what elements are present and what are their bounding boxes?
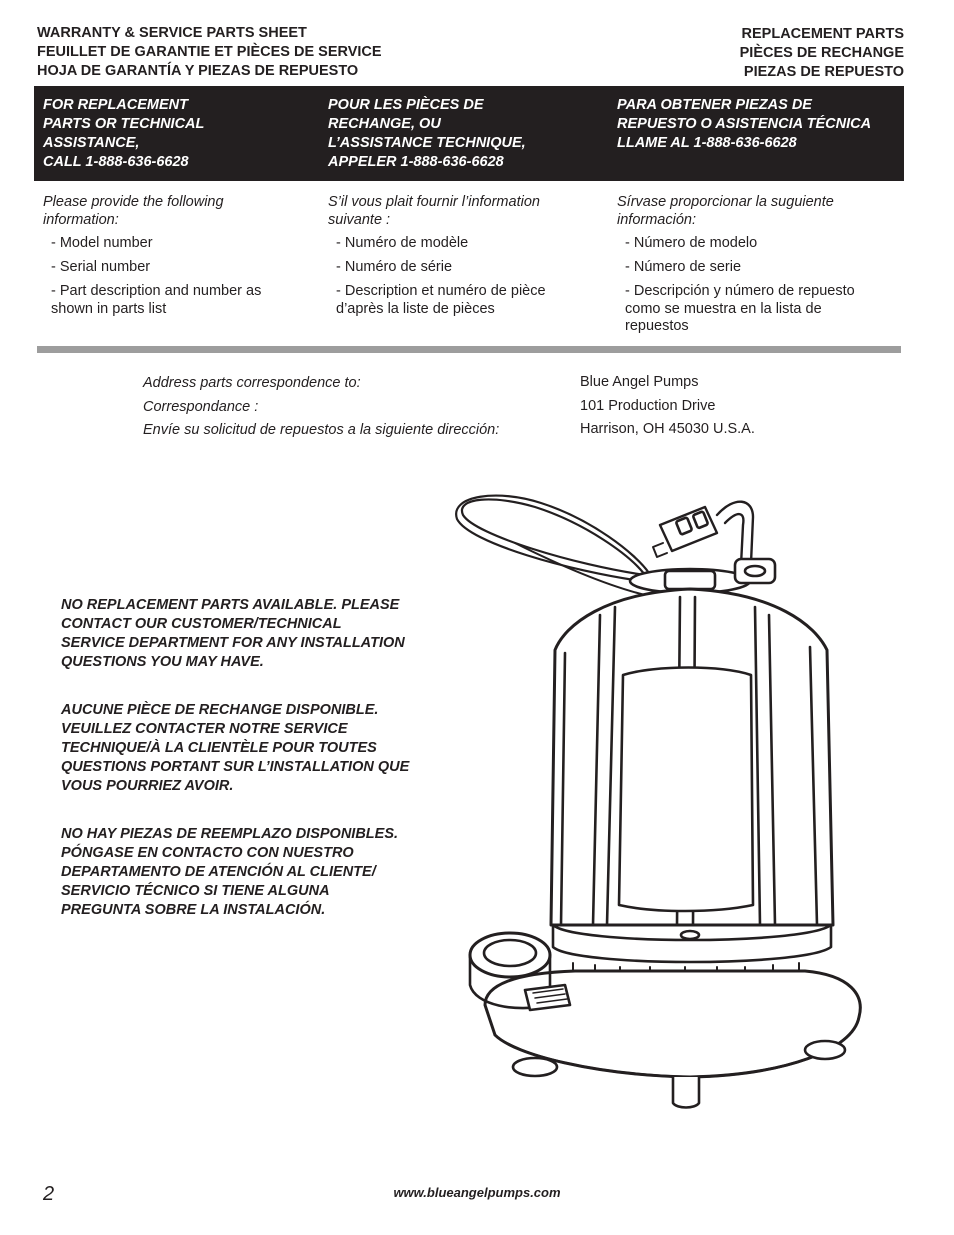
banner-line: PARTS OR TECHNICAL bbox=[43, 116, 205, 132]
list-item-text: repuestos bbox=[625, 318, 689, 334]
list-item bbox=[621, 235, 855, 253]
list-item-text: - Número de serie bbox=[625, 259, 742, 275]
banner-line: PARA OBTENER PIEZAS DE bbox=[617, 97, 812, 113]
sump-pump-illustration bbox=[455, 485, 875, 1115]
no-parts-notice bbox=[61, 596, 451, 949]
contact-banner bbox=[34, 86, 904, 181]
header-section-block bbox=[740, 25, 904, 82]
notice-line: NO REPLACEMENT PARTS AVAILABLE. PLEASE bbox=[61, 597, 400, 613]
header-section-fr: PIÈCES DE RECHANGE bbox=[739, 45, 904, 61]
address-labels bbox=[143, 372, 499, 443]
banner-line: REPUESTO O ASISTENCIA TÉCNICA bbox=[617, 116, 872, 132]
list-item bbox=[621, 259, 855, 277]
address-label-en: Address parts correspondence to: bbox=[143, 375, 361, 391]
banner-line: POUR LES PIÈCES DE bbox=[328, 97, 484, 113]
notice-line: DEPARTAMENTO DE ATENCIÓN AL CLIENTE/ bbox=[61, 864, 376, 880]
info-english bbox=[43, 194, 261, 325]
notice-line: TECHNIQUE/À LA CLIENTÈLE POUR TOUTES bbox=[61, 740, 377, 756]
list-item-text: como se muestra en la lista de bbox=[625, 300, 822, 317]
list-item-text: shown in parts list bbox=[51, 300, 167, 317]
list-item-text: - Descripción y número de repuesto bbox=[625, 283, 855, 299]
list-item-text: d’après la liste de pièces bbox=[336, 300, 495, 317]
info-intro-line: Please provide the following bbox=[43, 194, 224, 210]
info-intro-line: Sírvase proporcionar la suguiente bbox=[617, 194, 834, 210]
info-french bbox=[328, 194, 546, 325]
list-item bbox=[621, 283, 855, 336]
notice-line: QUESTIONS PORTANT SUR L’INSTALLATION QUE bbox=[61, 759, 410, 775]
list-item-text: - Numéro de modèle bbox=[336, 235, 469, 251]
list-item bbox=[47, 235, 261, 253]
list-item-text: - Part description and number as bbox=[51, 283, 262, 299]
notice-spanish bbox=[61, 825, 451, 920]
list-item bbox=[47, 259, 261, 277]
notice-line: VEUILLEZ CONTACTER NOTRE SERVICE bbox=[61, 721, 348, 737]
notice-line: CONTACT OUR CUSTOMER/TECHNICAL bbox=[61, 616, 342, 632]
banner-spanish bbox=[617, 96, 871, 153]
list-item-text: - Description et numéro de pièce bbox=[336, 283, 546, 299]
notice-line: QUESTIONS YOU MAY HAVE. bbox=[61, 654, 264, 670]
address-city: Harrison, OH 45030 U.S.A. bbox=[580, 421, 755, 437]
banner-french bbox=[328, 96, 526, 172]
notice-line: PREGUNTA SOBRE LA INSTALACIÓN. bbox=[61, 902, 326, 918]
header-title-es: HOJA DE GARANTÍA Y PIEZAS DE REPUESTO bbox=[37, 63, 359, 79]
banner-line: L’ASSISTANCE TECHNIQUE, bbox=[328, 135, 526, 151]
banner-english bbox=[43, 96, 204, 172]
info-intro-line: información: bbox=[617, 211, 696, 228]
info-list bbox=[617, 235, 855, 336]
section-divider bbox=[37, 346, 901, 353]
header-section-es: PIEZAS DE REPUESTO bbox=[743, 64, 904, 80]
address-label-fr: Correspondance : bbox=[143, 398, 259, 415]
banner-line: ASSISTANCE, bbox=[43, 135, 140, 151]
list-item-text: - Numéro de série bbox=[336, 259, 453, 275]
info-list bbox=[328, 235, 546, 318]
info-intro bbox=[328, 194, 546, 229]
header-title-fr: FEUILLET DE GARANTIE ET PIÈCES DE SERVICE bbox=[37, 44, 382, 60]
list-item bbox=[332, 283, 546, 318]
list-item bbox=[47, 283, 261, 318]
header-title-block bbox=[37, 24, 382, 81]
header-title-en: WARRANTY & SERVICE PARTS SHEET bbox=[37, 25, 307, 41]
info-intro bbox=[617, 194, 855, 229]
banner-line: RECHANGE, OU bbox=[328, 116, 441, 132]
list-item bbox=[332, 235, 546, 253]
address-company: Blue Angel Pumps bbox=[580, 374, 699, 390]
info-list bbox=[43, 235, 261, 318]
list-item-text: - Serial number bbox=[51, 259, 151, 275]
list-item-text: - Model number bbox=[51, 235, 153, 251]
banner-phone: CALL 1-888-636-6628 bbox=[43, 154, 189, 170]
banner-phone: LLAME AL 1-888-636-6628 bbox=[617, 135, 797, 151]
banner-phone: APPELER 1-888-636-6628 bbox=[328, 154, 504, 170]
notice-french bbox=[61, 701, 451, 796]
notice-line: PÓNGASE EN CONTACTO CON NUESTRO bbox=[61, 845, 354, 861]
header-section-en: REPLACEMENT PARTS bbox=[741, 26, 904, 42]
notice-line: NO HAY PIEZAS DE REEMPLAZO DISPONIBLES. bbox=[61, 826, 399, 842]
banner-line: FOR REPLACEMENT bbox=[43, 97, 188, 113]
notice-line: SERVICE DEPARTMENT FOR ANY INSTALLATION bbox=[61, 635, 405, 651]
address-label-es: Envíe su solicitud de repuestos a la siguiente dirección: bbox=[143, 422, 500, 438]
website-url: www.blueangelpumps.com bbox=[393, 1185, 561, 1200]
list-item bbox=[332, 259, 546, 277]
notice-line: VOUS POURRIEZ AVOIR. bbox=[61, 778, 234, 794]
list-item-text: - Número de modelo bbox=[625, 235, 758, 251]
address-street: 101 Production Drive bbox=[580, 397, 716, 414]
mailing-address bbox=[580, 371, 755, 442]
notice-english bbox=[61, 596, 451, 672]
info-intro-line: S’il vous plait fournir l’information bbox=[328, 194, 540, 210]
info-intro bbox=[43, 194, 261, 229]
notice-line: AUCUNE PIÈCE DE RECHANGE DISPONIBLE. bbox=[61, 702, 379, 718]
info-intro-line: suivante : bbox=[328, 211, 391, 228]
page-number: 2 bbox=[43, 1183, 55, 1205]
info-spanish bbox=[617, 194, 855, 342]
info-intro-line: information: bbox=[43, 211, 119, 228]
notice-line: SERVICIO TÉCNICO SI TIENE ALGUNA bbox=[61, 883, 330, 899]
